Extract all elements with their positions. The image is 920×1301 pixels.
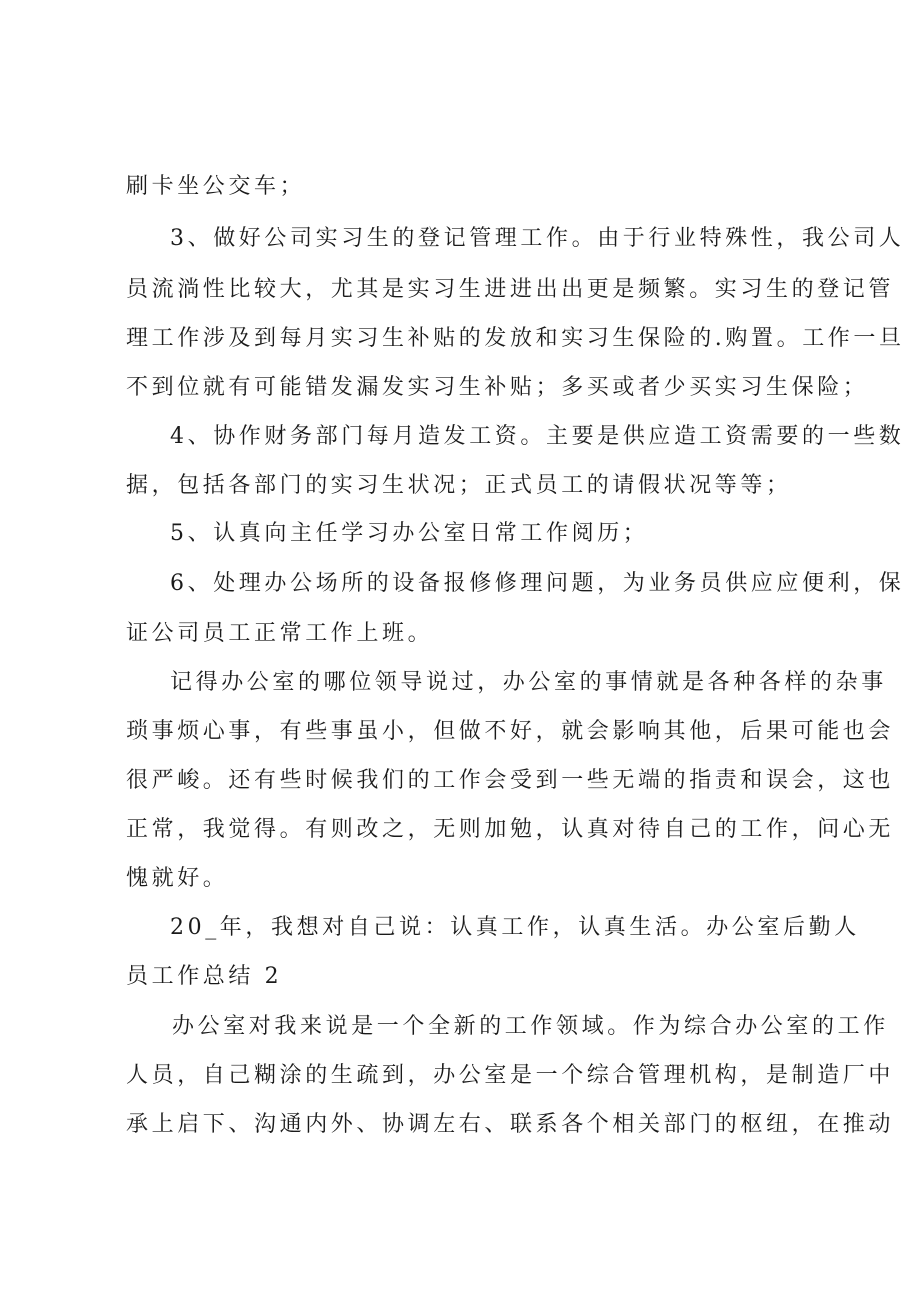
text-line: 办公室对我来说是一个全新的工作领域。作为综合办公室的工作 (172, 1014, 889, 1039)
text-line: 5、认真向主任学习办公室日常工作阅历； (170, 521, 649, 546)
text-line: 20_年，我想对自己说：认真工作，认真生活。办公室后勤人 (170, 915, 860, 940)
text-line: 不到位就有可能错发漏发实习生补贴；多买或者少买实习生保险； (126, 375, 869, 400)
text-line: 4、协作财务部门每月造发工资。主要是供应造工资需要的一些数 (170, 424, 905, 449)
text-line: 3、做好公司实习生的登记管理工作。由于行业特殊性，我公司人 (170, 226, 905, 251)
text-line: 6、处理办公场所的设备报修修理问题，为业务员供应应便利，保 (170, 571, 905, 596)
text-line: 员工作总结 2 (126, 964, 283, 989)
text-line: 证公司员工正常工作上班。 (126, 621, 434, 646)
text-line: 愧就好。 (126, 866, 229, 891)
text-line: 正常，我觉得。有则改之，无则加勉，认真对待自己的工作，问心无 (126, 817, 895, 842)
text-line: 琐事烦心事，有些事虽小，但做不好，就会影响其他，后果可能也会 (126, 719, 895, 744)
text-line: 刷卡坐公交车； (126, 174, 306, 199)
text-line: 理工作涉及到每月实习生补贴的发放和实习生保险的.购置。工作一旦 (126, 326, 905, 351)
text-line: 承上启下、沟通内外、协调左右、联系各个相关部门的枢纽，在推动 (126, 1112, 895, 1137)
text-line: 记得办公室的哪位领导说过，办公室的事情就是各种各样的杂事 (170, 670, 887, 695)
text-line: 人员，自己糊涂的生疏到，办公室是一个综合管理机构，是制造厂中 (126, 1063, 895, 1088)
text-line: 员流淌性比较大，尤其是实习生进进出出更是频繁。实习生的登记管 (126, 277, 895, 302)
text-line: 据，包括各部门的实习生状况；正式员工的请假状况等等； (126, 473, 792, 498)
text-line: 很严峻。还有些时候我们的工作会受到一些无端的指责和误会，这也 (126, 768, 895, 793)
